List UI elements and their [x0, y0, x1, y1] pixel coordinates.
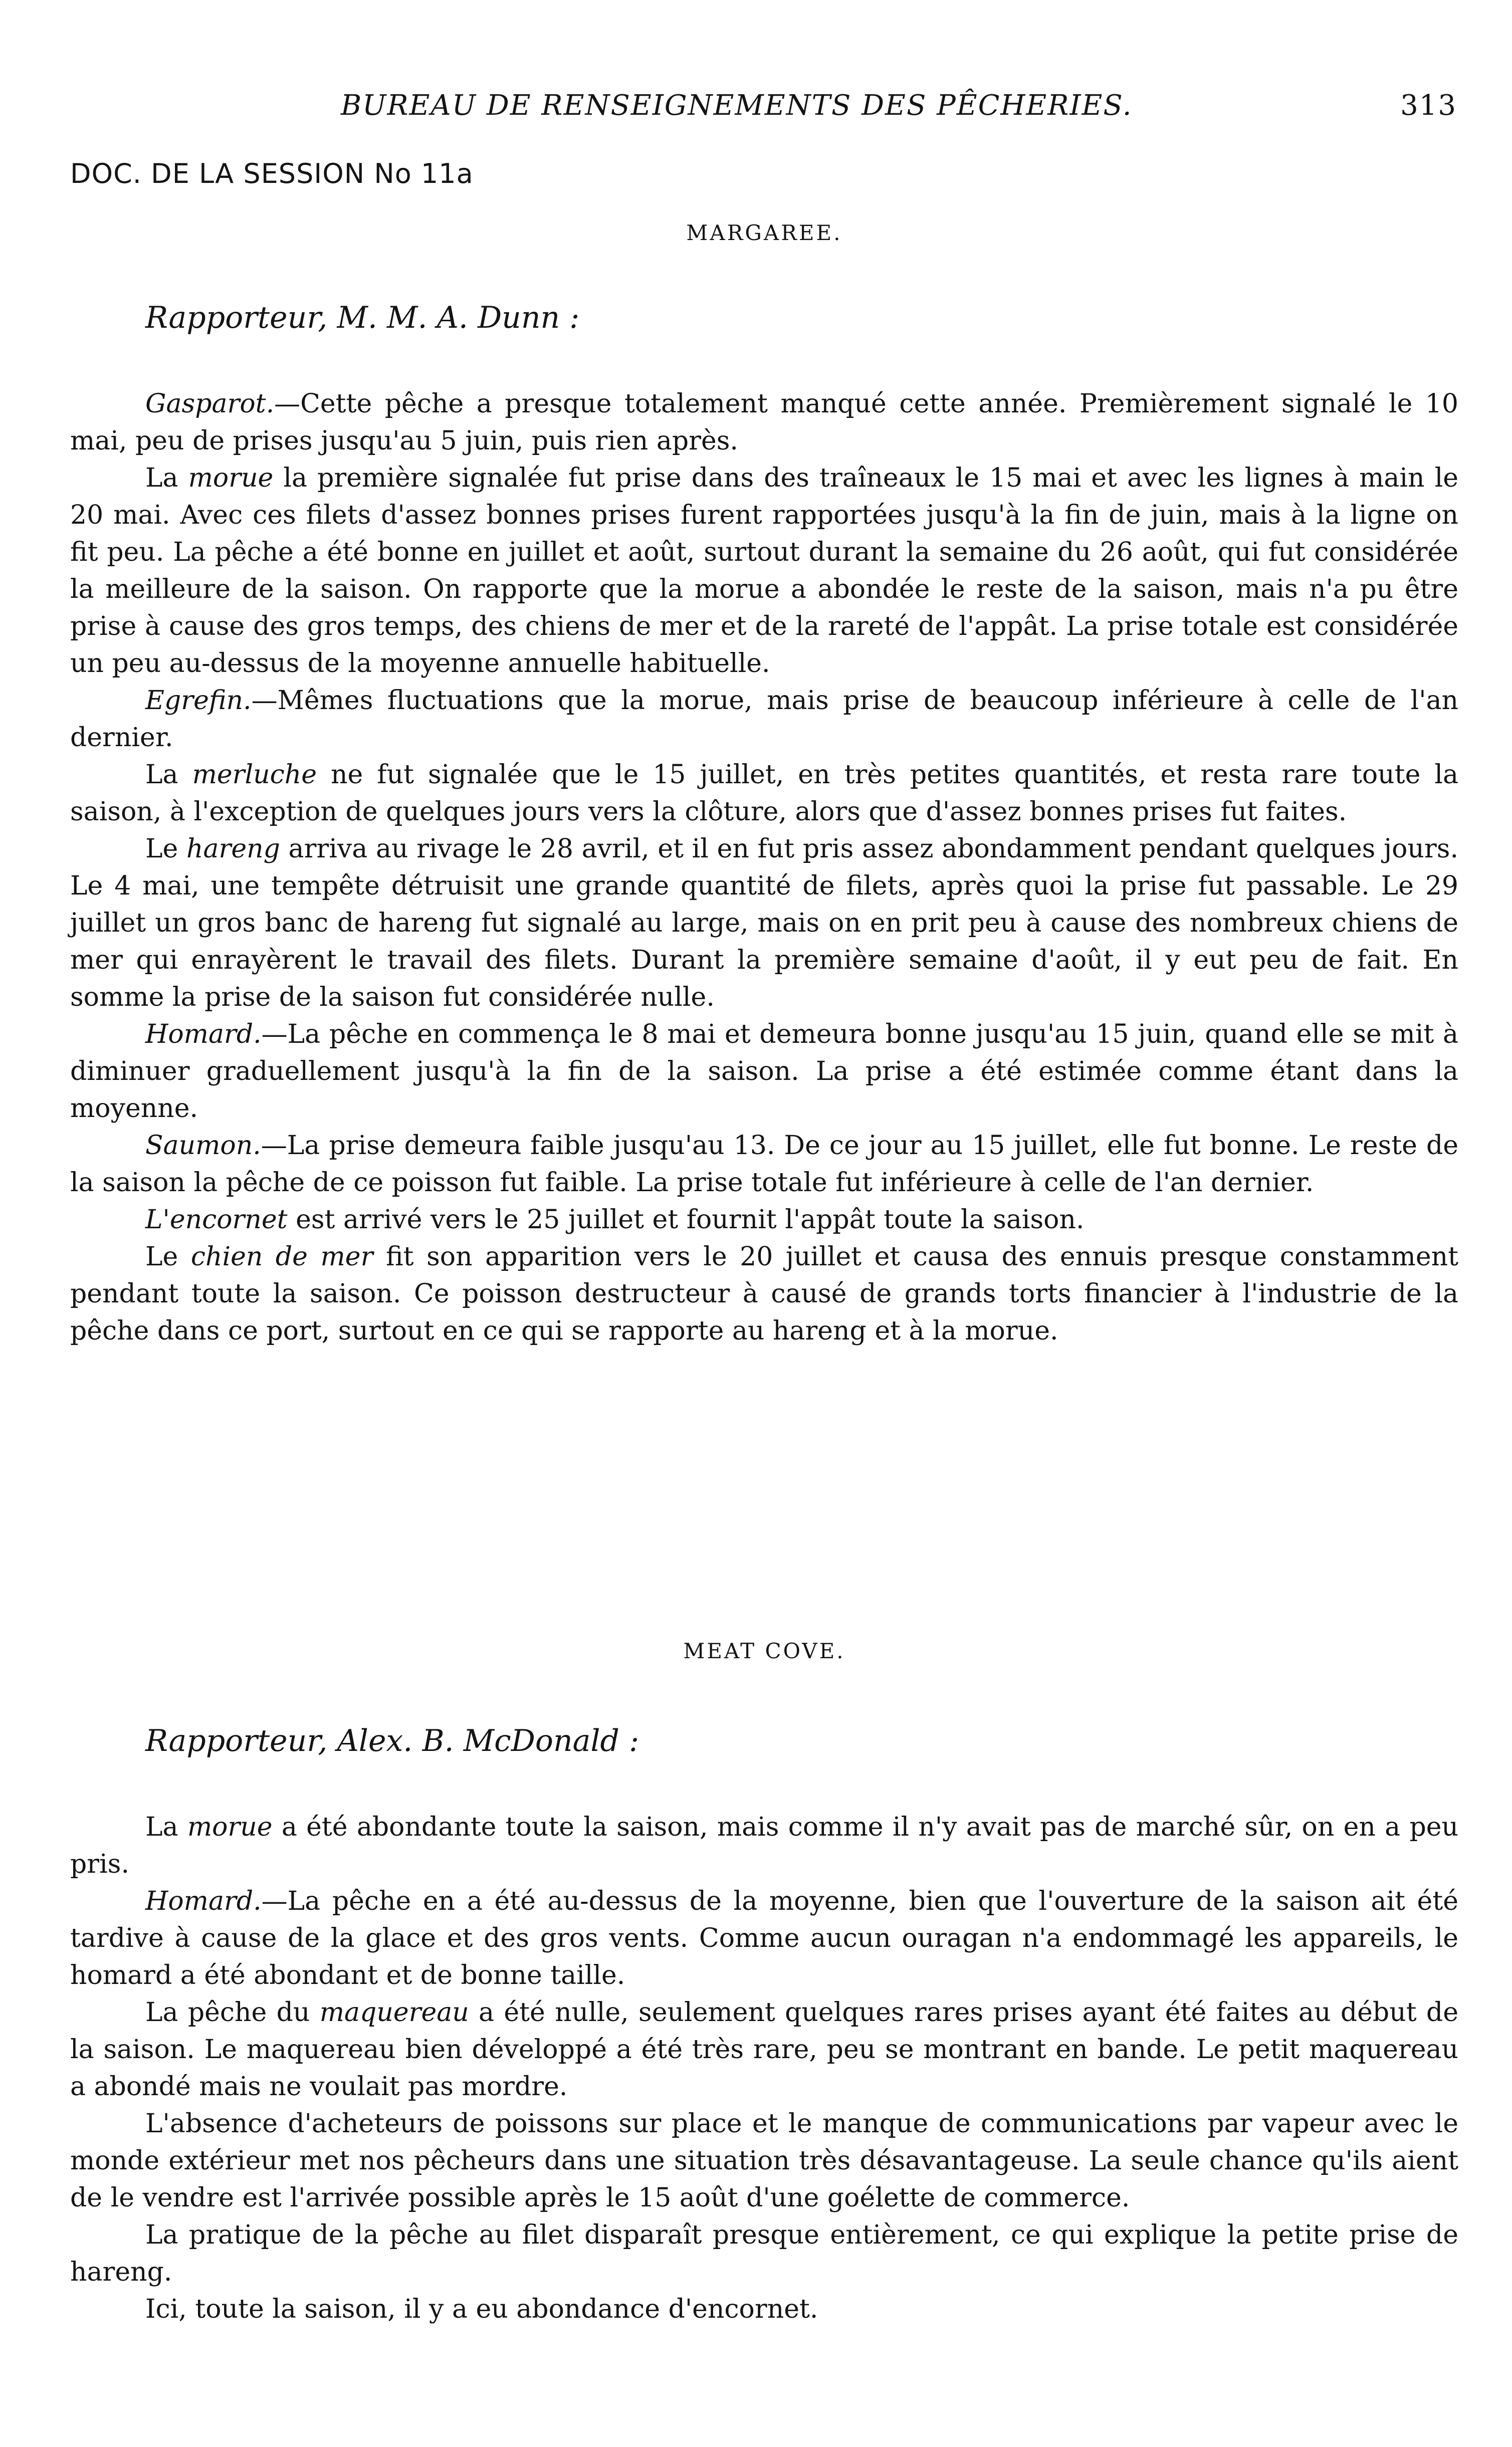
section-title: MEAT COVE.: [683, 1639, 845, 1663]
paragraph: [70, 1883, 1458, 1994]
paragraph-text: arriva au rivage le 28 avril, et il en fut pris assez abondamment pendant quelques jours. Le 4 mai, une tempête détruisit une grande quantité de filets, après quoi la prise fut passable. Le 29 juillet un gros banc de hareng fut signalé au large, mais on en prit peu à cause des nombreux chiens de mer qui enrayèrent le travail des filets. Durant la première semaine d'août, il y eut peu de fait. En somme la prise de la saison fut considérée nulle.: [70, 834, 1458, 1012]
paragraph: [70, 2291, 1458, 2328]
running-title: BUREAU DE RENSEIGNEMENTS DES PÊCHERIES.: [341, 89, 1133, 122]
paragraph: [70, 756, 1458, 830]
paragraph: [70, 2105, 1458, 2216]
paragraph-pre: Le: [145, 1242, 191, 1272]
page-number: 313: [1400, 89, 1457, 122]
section-meat-cove: [70, 1639, 1458, 2328]
paragraph-text: a été nulle, seulement quelques rares prises ayant été faites au début de la saison. Le maquereau bien développé a été très rare, peu se montrant en bande. Le petit maquereau a abondé mais ne voulait pas mordre.: [70, 1997, 1458, 2102]
paragraph-text: la première signalée fut prise dans des traîneaux le 15 mai et avec les lignes à main le 20 mai. Avec ces filets d'assez bonnes prises furent rapportées jusqu'à la fin de juin, mais à la ligne on fit peu. La pêche a été bonne en juillet et août, surtout durant la semaine du 26 août, qui fut considérée la meilleure de la saison. On rapporte que la morue a abondée le reste de la saison, mais n'a pu être prise à cause des gros temps, des chiens de mer et de la rareté de l'appât. La prise totale est considérée un peu au-dessus de la moyenne annuelle habituelle.: [70, 463, 1458, 679]
paragraph: [70, 1127, 1458, 1201]
paragraph: [70, 830, 1458, 1016]
paragraph-pre: La: [145, 463, 188, 493]
paragraph: [70, 1201, 1458, 1238]
paragraph-text: —Mêmes fluctuations que la morue, mais prise de beaucoup inférieure à celle de l'an dernier.: [70, 686, 1458, 753]
paragraph-text: Ici, toute la saison, il y a eu abondance d'encornet.: [145, 2294, 818, 2324]
paragraph-text: —La prise demeura faible jusqu'au 13. De ce jour au 15 juillet, elle fut bonne. Le reste de la saison la pêche de ce poisson fut faible. La prise totale fut inférieure à celle de l'an dernier.: [70, 1131, 1458, 1198]
paragraph-emphasis: chien de mer: [190, 1242, 373, 1272]
paragraph-lead: Gasparot.: [145, 389, 275, 419]
paragraph-pre: La: [145, 760, 192, 790]
paragraph-text: —Cette pêche a presque totalement manqué cette année. Premièrement signalé le 10 mai, peu de prises jusqu'au 5 juin, puis rien après.: [70, 389, 1458, 456]
reporter-line: Rapporteur, M. M. A. Dunn :: [145, 300, 580, 335]
paragraph: [70, 682, 1458, 756]
paragraph-emphasis: merluche: [192, 760, 317, 790]
paragraph-emphasis: morue: [188, 463, 274, 493]
paragraph-lead: Egrefin.: [145, 686, 252, 716]
paragraph: [70, 2216, 1458, 2291]
paragraph-pre: La: [145, 1812, 187, 1842]
paragraph: [70, 1238, 1458, 1350]
paragraph: [70, 1994, 1458, 2105]
section-margaree: [70, 220, 1458, 1350]
paragraph-text: ne fut signalée que le 15 juillet, en très petites quantités, et resta rare toute la saison, à l'exception de quelques jours vers la clôture, alors que d'assez bonnes prises fut faites.: [70, 760, 1458, 827]
reporter-line: Rapporteur, Alex. B. McDonald :: [145, 1723, 639, 1758]
paragraph-emphasis: L'encornet: [145, 1205, 288, 1235]
paragraph-pre: La pêche du: [145, 1997, 320, 2028]
paragraph-text: La pratique de la pêche au filet disparaît presque entièrement, ce qui explique la petite prise de hareng.: [70, 2220, 1458, 2287]
paragraph-text: —La pêche en a été au-dessus de la moyenne, bien que l'ouverture de la saison ait été tardive à cause de la glace et des gros vents. Comme aucun ouragan n'a endommagé les appareils, le homard a été abondant et de bonne taille.: [70, 1886, 1458, 1990]
paragraph: [70, 385, 1458, 460]
paragraph: [70, 460, 1458, 682]
paragraph-lead: Saumon.: [145, 1131, 261, 1161]
paragraph-text: —La pêche en commença le 8 mai et demeura bonne jusqu'au 15 juin, quand elle se mit à diminuer graduellement jusqu'à la fin de la saison. La prise a été estimée comme étant dans la moyenne.: [70, 1019, 1458, 1124]
paragraph-emphasis: morue: [187, 1812, 273, 1842]
paragraph-pre: Le: [145, 834, 186, 864]
paragraph-text: fit son apparition vers le 20 juillet et causa des ennuis presque constamment pendant toute la saison. Ce poisson destructeur à causé de grands torts financier à l'industrie de la pêche dans ce port, surtout en ce qui se rapporte au hareng et à la morue.: [70, 1242, 1458, 1346]
paragraph-text: L'absence d'acheteurs de poissons sur place et le manque de communications par vapeur avec le monde extérieur met nos pêcheurs dans une situation très désavantageuse. La seule chance qu'ils aient de le vendre est l'arrivée possible après le 15 août d'une goélette de commerce.: [70, 2109, 1458, 2213]
paragraph-text: est arrivé vers le 25 juillet et fournit l'appât toute la saison.: [287, 1205, 1085, 1235]
paragraph-text: a été abondante toute la saison, mais comme il n'y avait pas de marché sûr, on en a peu pris.: [70, 1812, 1458, 1879]
session-document-label: DOC. DE LA SESSION No 11a: [70, 158, 474, 189]
paragraph-emphasis: hareng: [186, 834, 280, 864]
paragraph: [70, 1809, 1458, 1883]
section-title: MARGAREE.: [686, 220, 842, 245]
paragraph-lead: Homard.: [145, 1886, 262, 1916]
paragraph: [70, 1016, 1458, 1127]
paragraph-emphasis: maquereau: [319, 1997, 469, 2028]
paragraph-lead: Homard.: [145, 1019, 262, 1049]
